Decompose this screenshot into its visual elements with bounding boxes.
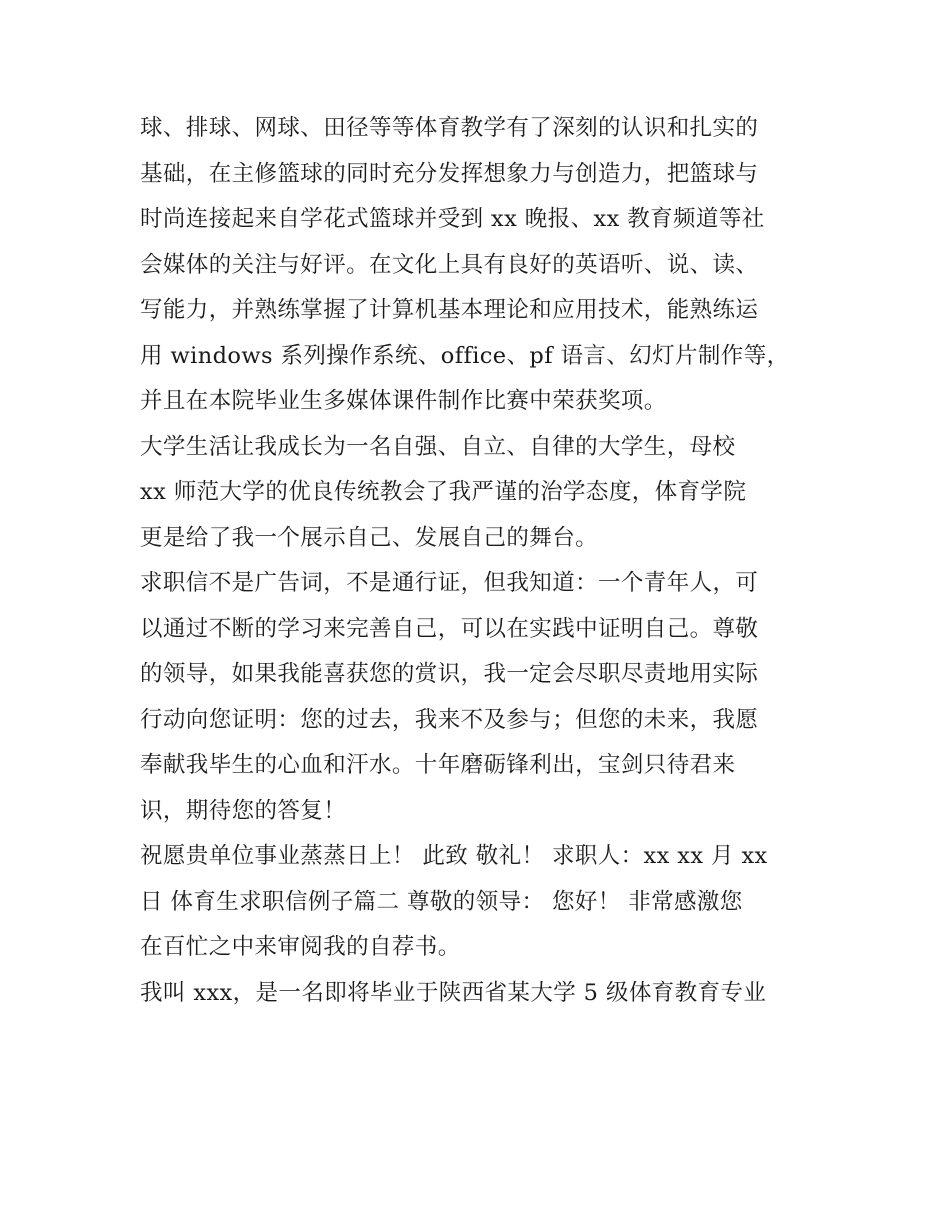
text-line: 球、排球、网球、田径等等体育教学有了深刻的认识和扎实的	[140, 115, 759, 141]
text-line: 行动向您证明：您的过去，我来不及参与；但您的未来，我愿	[140, 706, 759, 733]
text-line: 我叫 xxx，是一名即将毕业于陕西省某大学 5 级体育教育专业	[140, 979, 767, 1006]
text-line: 更是给了我一个展示自己、发展自己的舞台。	[140, 524, 599, 551]
text-line: 的领导，如果我能喜获您的赏识，我一定会尽职尽责地用实际	[140, 661, 759, 687]
text-line: 以通过不断的学习来完善自己，可以在实践中证明自己。尊敬	[140, 615, 759, 642]
text-line: 求职信不是广告词，不是通行证，但我知道：一个青年人，可	[140, 570, 759, 596]
text-line: 在百忙之中来审阅我的自荐书。	[140, 934, 461, 960]
text-line: 大学生活让我成长为一名自强、自立、自律的大学生，母校	[140, 433, 736, 460]
text-line: 时尚连接起来自学花式篮球并受到 xx 晚报、xx 教育频道等社	[140, 206, 765, 232]
text-line: 祝愿贵单位事业蒸蒸日上！ 此致 敬礼！ 求职人：xx xx 月 xx	[140, 843, 768, 869]
text-line: 基础，在主修篮球的同时充分发挥想象力与创造力，把篮球与	[140, 160, 759, 187]
text-line: xx 师范大学的优良传统教会了我严谨的治学态度，体育学院	[140, 479, 747, 505]
text-line: 会媒体的关注与好评。在文化上具有良好的英语听、说、读、	[140, 251, 759, 278]
text-line: 奉献我毕生的心血和汗水。十年磨砺锋利出，宝剑只待君来	[140, 752, 736, 778]
text-line: 用 windows 系列操作系统、office、pf 语言、幻灯片制作等，	[140, 342, 790, 369]
text-line: 日 体育生求职信例子篇二 尊敬的领导： 您好！ 非常感激您	[140, 888, 743, 915]
document-body	[140, 106, 820, 1016]
text-line: 识，期待您的答复！	[140, 797, 347, 824]
text-line: 并且在本院毕业生多媒体课件制作比赛中荣获奖项。	[140, 388, 667, 414]
text-line: 写能力，并熟练掌握了计算机基本理论和应用技术，能熟练运	[140, 297, 759, 323]
